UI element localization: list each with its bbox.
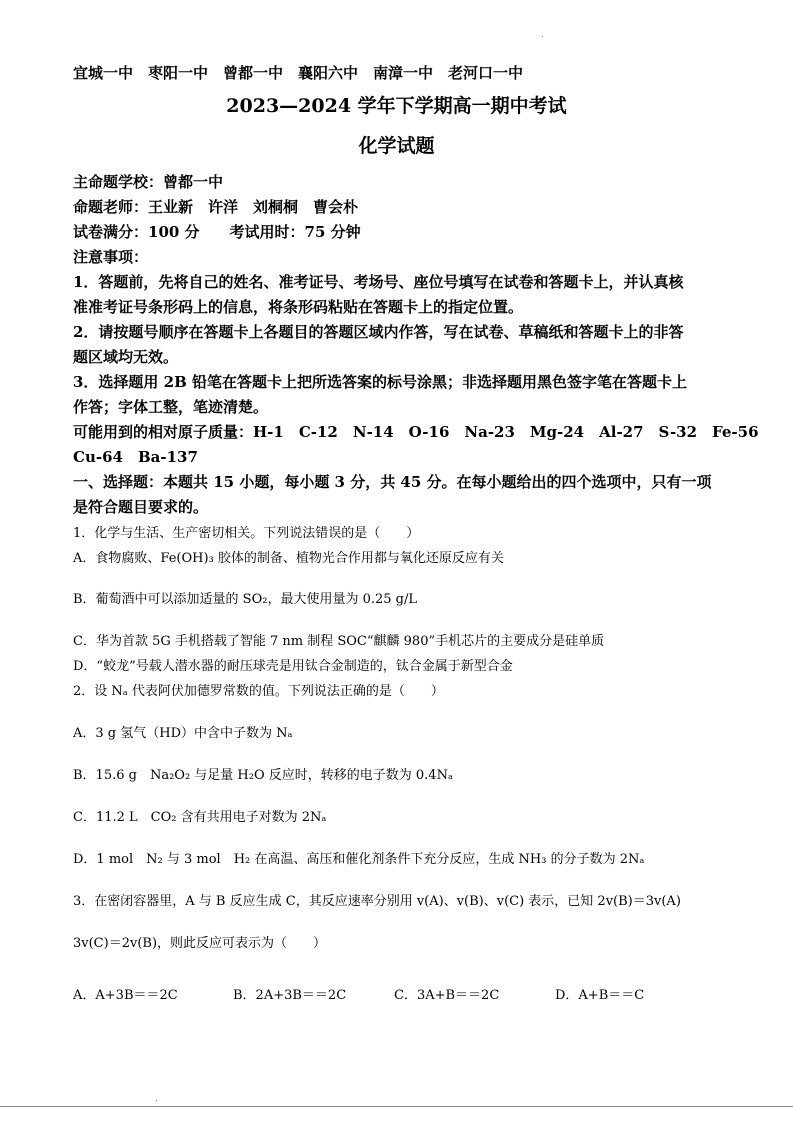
- q1-option-c: C．华为首款 5G 手机搭载了智能 7 nm 制程 SOC“麒麟 980”手机芯片的主要成分是硅单质: [73, 634, 605, 649]
- q3-option-d: D．A+B＝＝C: [555, 988, 645, 1003]
- school-list: 宜城一中 枣阳一中 曾都一中 襄阳六中 南漳一中 老河口一中: [73, 64, 524, 82]
- section-heading: 一、选择题：本题共 15 小题，每小题 3 分，共 45 分。在每小题给出的四个选项中，只有一项: [73, 473, 712, 491]
- q1-option-d: D．“蛟龙”号载人潜水器的耐压球壳是用钛合金制造的，钛合金属于新型合金: [73, 659, 513, 674]
- notice-item: 3．选择题用 2B 铅笔在答题卡上把所选答案的标号涂黑；非选择题用黑色签字笔在答题卡上: [73, 373, 688, 391]
- q2-stem: 2．设 Nₐ 代表阿伏加德罗常数的值。下列说法正确的是（ ）: [73, 684, 444, 699]
- exam-title: 2023—2024 学年下学期高一期中考试: [226, 95, 567, 117]
- section-heading: 是符合题目要求的。: [73, 498, 209, 516]
- q1-option-a: A．食物腐败、Fe(OH)₃ 胶体的制备、植物光合作用都与氧化还原反应有关: [73, 551, 504, 566]
- notice-item: 作答；字体工整，笔迹清楚。: [73, 398, 269, 416]
- q3-stem-cont: 3v(C)＝2v(B)，则此反应可表示为（ ）: [73, 936, 327, 951]
- q3-option-a: A．A+3B＝＝2C: [73, 988, 178, 1003]
- atomic-mass-line: Cu-64 Ba-137: [73, 448, 198, 466]
- scan-dot-bottom: .: [155, 1094, 158, 1104]
- page-bottom-rule: [0, 1106, 793, 1107]
- notice-item: 准准考证号条形码上的信息，将条形码粘贴在答题卡上的指定位置。: [73, 298, 524, 316]
- lead-school: 主命题学校：曾都一中: [73, 173, 224, 191]
- q2-option-c: C．11.2 L CO₂ 含有共用电子对数为 2Nₐ: [73, 810, 327, 825]
- notice-item: 1．答题前，先将自己的姓名、准考证号、考场号、座位号填写在试卷和答题卡上，并认真核: [73, 273, 684, 291]
- q2-option-b: B．15.6 g Na₂O₂ 与足量 H₂O 反应时，转移的电子数为 0.4Nₐ: [73, 768, 453, 783]
- notice-item: 题区域均无效。: [73, 348, 179, 366]
- q1-option-b: B．葡萄酒中可以添加适量的 SO₂，最大使用量为 0.25 g/L: [73, 592, 418, 607]
- q1-stem: 1．化学与生活、生产密切相关。下列说法错误的是（ ）: [73, 526, 420, 541]
- notice-item: 2．请按题号顺序在答题卡上各题目的答题区域内作答，写在试卷、草稿纸和答题卡上的非答: [73, 323, 684, 341]
- subject-title: 化学试题: [358, 135, 435, 157]
- q2-option-d: D．1 mol N₂ 与 3 mol H₂ 在高温、高压和催化剂条件下充分反应，生成 NH₃ 的分子数为 2Nₐ: [73, 852, 645, 867]
- notice-heading: 注意事项：: [73, 248, 149, 266]
- q3-option-c: C．3A+B＝＝2C: [394, 988, 500, 1003]
- q3-option-b: B．2A+3B＝＝2C: [233, 988, 347, 1003]
- atomic-mass-line: 可能用到的相对原子质量：H-1 C-12 N-14 O-16 Na-23 Mg-24 Al-27 S-32 Fe-56: [73, 423, 759, 441]
- q3-stem: 3．在密闭容器里，A 与 B 反应生成 C，其反应速率分别用 v(A)、v(B)、v(C) 表示，已知 2v(B)＝3v(A): [73, 894, 681, 909]
- teachers: 命题老师：王业新 许洋 刘桐桐 曹会朴: [73, 198, 359, 216]
- scan-dot-top: .: [541, 30, 544, 40]
- score-time: 试卷满分：100 分 考试用时：75 分钟: [73, 223, 361, 241]
- q2-option-a: A．3 g 氢气（HD）中含中子数为 Nₐ: [73, 726, 293, 741]
